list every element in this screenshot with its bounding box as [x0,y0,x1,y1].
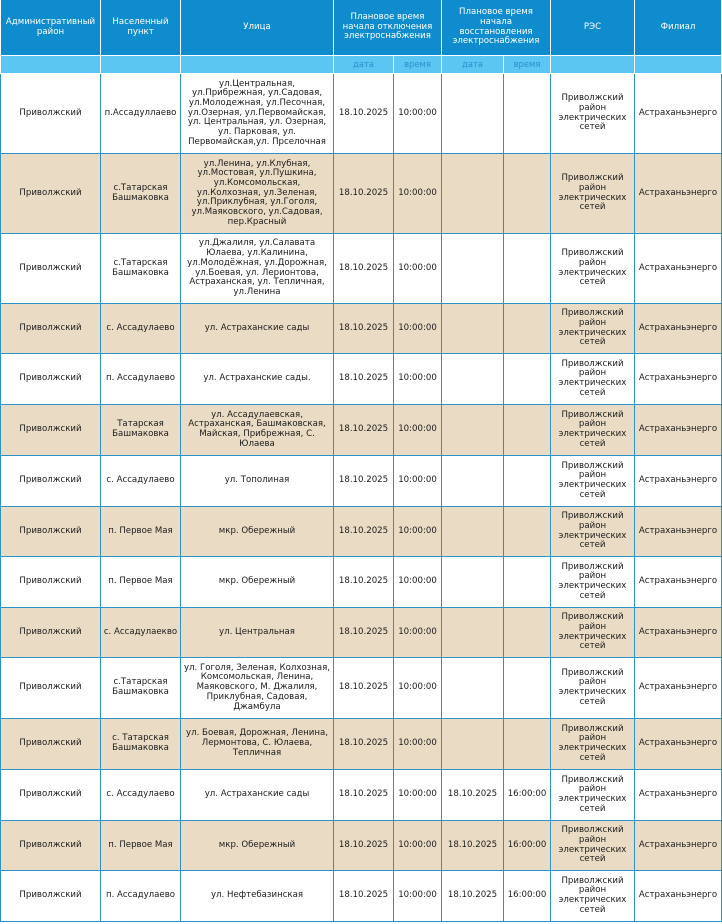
cell-off-date: 18.10.2025 [334,608,394,658]
cell-locality: п.Ассадуллаево [101,74,181,154]
subheader-empty [181,56,334,74]
cell-branch: Астраханьэнерго [635,74,722,154]
cell-district: Приволжский [1,557,101,608]
cell-district: Приволжский [1,770,101,821]
cell-district: Приволжский [1,154,101,234]
cell-locality: с. Ассадулаекво [101,608,181,658]
cell-street: ул. Астраханские сады. [181,354,334,405]
table-row [1,770,722,821]
cell-on-time [504,456,551,507]
cell-on-time [504,608,551,658]
cell-off-time: 10:00:00 [394,507,442,557]
table-row [1,557,722,608]
cell-on-date [442,234,504,304]
cell-off-date: 18.10.2025 [334,354,394,405]
cell-district: Приволжский [1,304,101,354]
cell-locality: п. Первое Мая [101,557,181,608]
cell-off-date: 18.10.2025 [334,74,394,154]
cell-off-time: 10:00:00 [394,608,442,658]
cell-street: ул.Ленина, ул.Клубная, ул.Мостовая, ул.Пушкина, ул.Комсомольская, ул.Колхозная, ул.Зеленая, ул.Приклубная, ул.Гоголя, ул.Маяковского, ул.Садовая, пер.Красный [181,154,334,234]
header-restore-time: Плановое время начала восстановления электроснабжения [442,0,551,56]
table-row [1,608,722,658]
cell-branch: Астраханьэнерго [635,154,722,234]
cell-off-time: 10:00:00 [394,405,442,456]
cell-on-date: 18.10.2025 [442,871,504,922]
cell-on-date: 18.10.2025 [442,821,504,871]
table-row [1,74,722,154]
cell-off-date: 18.10.2025 [334,719,394,770]
table-row [1,507,722,557]
cell-locality: с. Ассадулаево [101,304,181,354]
cell-res: Приволжский район электрических сетей [551,608,635,658]
cell-off-time: 10:00:00 [394,456,442,507]
subheader-empty [101,56,181,74]
cell-branch: Астраханьэнерго [635,557,722,608]
cell-district: Приволжский [1,456,101,507]
cell-off-time: 10:00:00 [394,154,442,234]
cell-res: Приволжский район электрических сетей [551,234,635,304]
cell-res: Приволжский район электрических сетей [551,658,635,719]
subheader-empty [635,56,722,74]
cell-res: Приволжский район электрических сетей [551,456,635,507]
cell-district: Приволжский [1,507,101,557]
cell-branch: Астраханьэнерго [635,304,722,354]
cell-res: Приволжский район электрических сетей [551,405,635,456]
cell-on-date: 18.10.2025 [442,770,504,821]
cell-street: ул. Гоголя, Зеленая, Колхозная, Комсомольская, Ленина, Маяковского, М. Джалиля, Приклубная, Садовая, Джамбула [181,658,334,719]
table-row [1,456,722,507]
cell-off-date: 18.10.2025 [334,557,394,608]
subheader-on-date: дата [442,56,504,74]
cell-branch: Астраханьэнерго [635,719,722,770]
cell-street: ул.Джалиля, ул.Салавата Юлаева, ул.Калинина, ул.Молодёжная, ул.Дорожная, ул.Боевая, ул. Лерионтова, Астраханская, ул. Тепличная, ул.Ленина [181,234,334,304]
cell-branch: Астраханьэнерго [635,507,722,557]
cell-locality: п. Первое Мая [101,821,181,871]
cell-locality: п. Ассадулаево [101,871,181,922]
cell-on-date [442,405,504,456]
cell-off-date: 18.10.2025 [334,871,394,922]
cell-district: Приволжский [1,354,101,405]
cell-off-date: 18.10.2025 [334,507,394,557]
cell-on-time [504,304,551,354]
cell-on-time [504,557,551,608]
cell-off-time: 10:00:00 [394,871,442,922]
header-locality: Населенный пункт [101,0,181,56]
cell-locality: с. Татарская Башмаковка [101,719,181,770]
cell-on-time: 16:00:00 [504,871,551,922]
subheader-off-date: дата [334,56,394,74]
cell-district: Приволжский [1,871,101,922]
cell-res: Приволжский район электрических сетей [551,821,635,871]
cell-off-date: 18.10.2025 [334,154,394,234]
cell-street: ул. Астраханские сады [181,304,334,354]
cell-res: Приволжский район электрических сетей [551,507,635,557]
cell-off-date: 18.10.2025 [334,405,394,456]
cell-district: Приволжский [1,74,101,154]
cell-off-date: 18.10.2025 [334,821,394,871]
cell-off-date: 18.10.2025 [334,304,394,354]
cell-on-date [442,719,504,770]
cell-district: Приволжский [1,821,101,871]
table-body [1,74,722,922]
cell-off-time: 10:00:00 [394,74,442,154]
table-row [1,658,722,719]
header-off-time: Плановое время начала отключения электроснабжения [334,0,442,56]
cell-off-time: 10:00:00 [394,304,442,354]
table-row [1,821,722,871]
cell-branch: Астраханьэнерго [635,821,722,871]
cell-branch: Астраханьэнерго [635,658,722,719]
cell-res: Приволжский район электрических сетей [551,770,635,821]
cell-off-date: 18.10.2025 [334,456,394,507]
cell-off-date: 18.10.2025 [334,770,394,821]
cell-street: ул. Нефтебазинская [181,871,334,922]
cell-on-time [504,405,551,456]
cell-off-time: 10:00:00 [394,821,442,871]
cell-locality: с. Ассадулаево [101,770,181,821]
cell-district: Приволжский [1,234,101,304]
header-street: Улица [181,0,334,56]
cell-off-time: 10:00:00 [394,719,442,770]
cell-off-time: 10:00:00 [394,658,442,719]
cell-on-time [504,354,551,405]
table-row [1,871,722,922]
subheader-empty [551,56,635,74]
cell-street: ул.Центральная, ул.Прибрежная, ул.Садовая, ул.Молодежная, ул.Песочная, ул.Озерная, ул.Первомайская, ул. Центральная, ул. Озерная, ул. Парковая, ул. Первомайская,ул. Прселочная [181,74,334,154]
table-row [1,234,722,304]
cell-res: Приволжский район электрических сетей [551,154,635,234]
cell-off-time: 10:00:00 [394,354,442,405]
cell-district: Приволжский [1,608,101,658]
cell-branch: Астраханьэнерго [635,234,722,304]
cell-on-date [442,658,504,719]
subheader-row [1,56,722,74]
cell-on-time [504,658,551,719]
table-row [1,405,722,456]
cell-on-time [504,507,551,557]
cell-res: Приволжский район электрических сетей [551,719,635,770]
cell-on-date [442,507,504,557]
cell-street: ул. Астраханские сады [181,770,334,821]
cell-district: Приволжский [1,658,101,719]
cell-on-time: 16:00:00 [504,770,551,821]
cell-street: мкр. Обережный [181,821,334,871]
cell-street: ул. Центральная [181,608,334,658]
cell-street: ул. Тополиная [181,456,334,507]
cell-branch: Астраханьэнерго [635,871,722,922]
cell-on-date [442,154,504,234]
cell-on-date [442,608,504,658]
cell-res: Приволжский район электрических сетей [551,304,635,354]
cell-on-time [504,234,551,304]
cell-district: Приволжский [1,405,101,456]
cell-res: Приволжский район электрических сетей [551,354,635,405]
cell-locality: п. Первое Мая [101,507,181,557]
cell-street: ул. Боевая, Дорожная, Ленина, Лермонтова, С. Юлаева, Тепличная [181,719,334,770]
cell-branch: Астраханьэнерго [635,354,722,405]
cell-off-time: 10:00:00 [394,234,442,304]
cell-branch: Астраханьэнерго [635,456,722,507]
cell-locality: п. Ассадулаево [101,354,181,405]
cell-branch: Астраханьэнерго [635,405,722,456]
cell-street: ул. Ассадулаевская, Астраханская, Башмаковская, Майская, Прибрежная, С. Юлаева [181,405,334,456]
cell-off-date: 18.10.2025 [334,658,394,719]
table-row [1,354,722,405]
subheader-off-time: время [394,56,442,74]
cell-on-date [442,557,504,608]
cell-res: Приволжский район электрических сетей [551,74,635,154]
cell-res: Приволжский район электрических сетей [551,871,635,922]
cell-off-date: 18.10.2025 [334,234,394,304]
cell-locality: Татарская Башмаковка [101,405,181,456]
cell-locality: с.Татарская Башмаковка [101,658,181,719]
table-row [1,154,722,234]
cell-off-time: 10:00:00 [394,557,442,608]
cell-district: Приволжский [1,719,101,770]
cell-street: мкр. Обережный [181,557,334,608]
header-res: РЭС [551,0,635,56]
subheader-empty [1,56,101,74]
header-branch: Филиал [635,0,722,56]
cell-on-time [504,154,551,234]
subheader-on-time: время [504,56,551,74]
table-header [1,0,722,74]
table-row [1,719,722,770]
cell-on-time [504,719,551,770]
cell-locality: с. Ассадулаево [101,456,181,507]
cell-on-date [442,304,504,354]
cell-street: мкр. Обережный [181,507,334,557]
table-row [1,304,722,354]
cell-on-time: 16:00:00 [504,821,551,871]
cell-on-date [442,354,504,405]
cell-locality: с.Татарская Башмаковка [101,154,181,234]
cell-on-time [504,74,551,154]
cell-branch: Астраханьэнерго [635,770,722,821]
cell-off-time: 10:00:00 [394,770,442,821]
header-district: Административный район [1,0,101,56]
cell-on-date [442,456,504,507]
cell-branch: Астраханьэнерго [635,608,722,658]
cell-on-date [442,74,504,154]
cell-res: Приволжский район электрических сетей [551,557,635,608]
cell-locality: с.Татарская Башмаковка [101,234,181,304]
